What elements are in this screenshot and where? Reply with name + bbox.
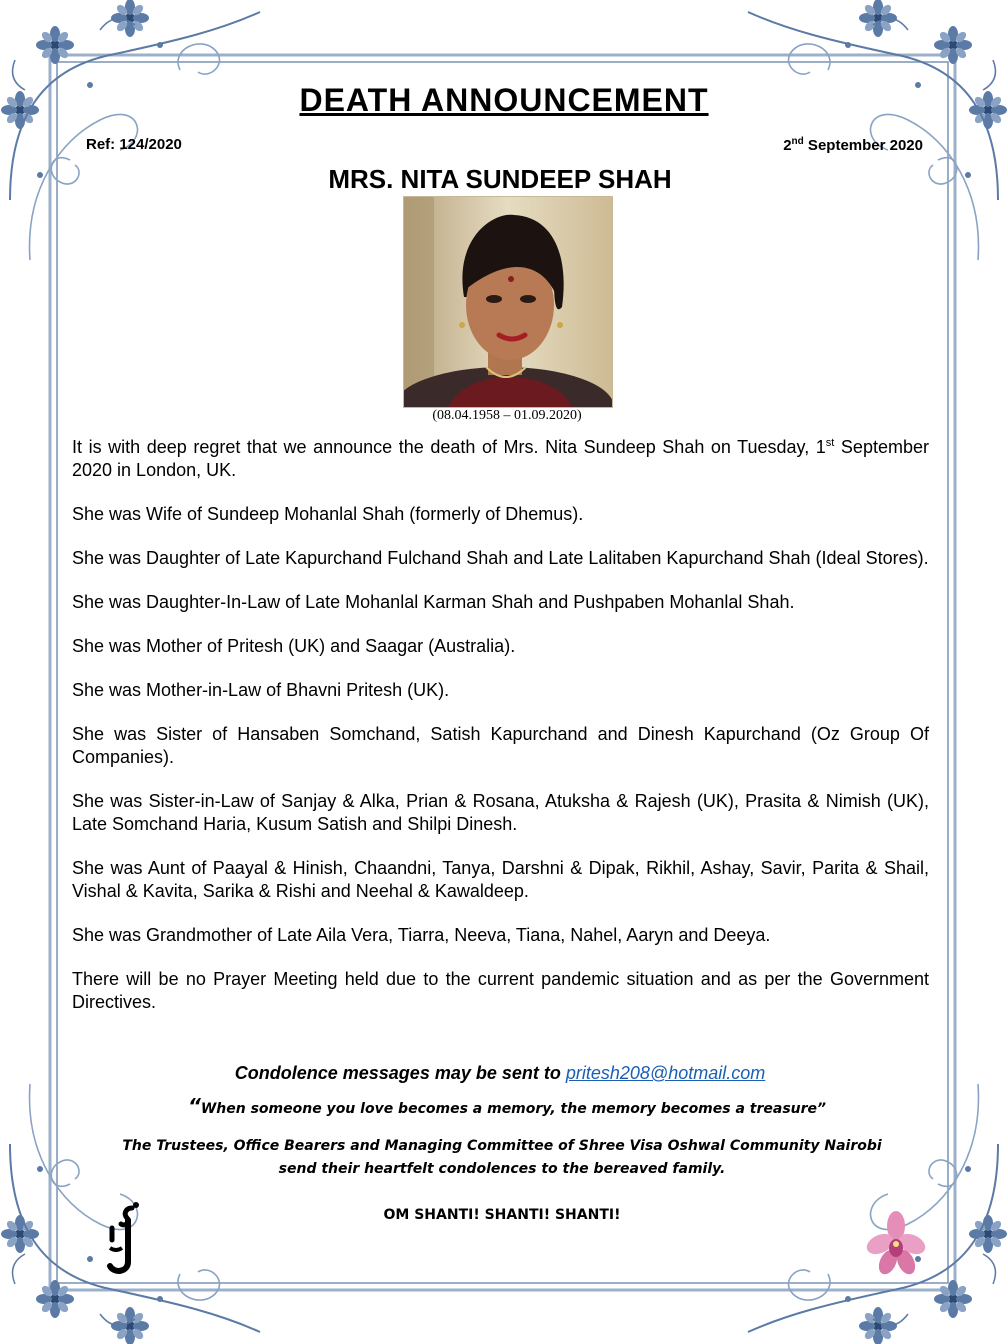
relation-paragraph: She was Sister of Hansaben Somchand, Satish Kapurchand and Dinesh Kapurchand (Oz Group Of Companies). <box>72 724 929 767</box>
relation-paragraph: She was Sister-in-Law of Sanjay & Alka, Prian & Rosana, Atuksha & Rajesh (UK), Prasita & Nimish (UK), Late Somchand Haria, Kusum Satish and Shilpi Dinesh. <box>72 791 929 834</box>
memorial-quote: “When someone you love becomes a memory, the memory becomes a treasure” <box>187 1094 827 1118</box>
relation-paragraph: She was Daughter of Late Kapurchand Fulchand Shah and Late Lalitaben Kapurchand Shah (Ideal Stores). <box>72 548 929 568</box>
deceased-name: MRS. NITA SUNDEEP SHAH <box>328 164 672 194</box>
relation-paragraph: She was Mother-in-Law of Bhavni Pritesh (UK). <box>72 680 450 700</box>
om-shanti-closing: OM SHANTI! SHANTI! SHANTI! <box>383 1207 621 1223</box>
prayer-meeting-notice: There will be no Prayer Meeting held due to the current pandemic situation and as per the Government Directives. <box>72 969 929 1012</box>
condolence-line: Condolence messages may be sent to pritesh208@hotmail.com <box>234 1063 766 1083</box>
announcement-date: 2nd September 2020 <box>783 136 923 154</box>
announcement-body <box>72 436 929 1035</box>
jain-symbol-icon <box>104 1200 144 1276</box>
relation-paragraph: She was Mother of Pritesh (UK) and Saagar (Australia). <box>72 636 516 656</box>
relation-paragraph: She was Daughter-In-Law of Late Mohanlal Karman Shah and Pushpaben Mohanlal Shah. <box>72 592 795 612</box>
orchid-flower-icon <box>866 1210 926 1276</box>
relation-paragraph: She was Aunt of Paayal & Hinish, Chaandni, Tanya, Darshni & Dipak, Rikhil, Ashay, Savir, Parita & Shail, Vishal & Kavita, Sarika & Rishi and Neehal & Kawaldeep. <box>72 858 929 901</box>
reference-number: Ref: 124/2020 <box>86 136 182 153</box>
intro-paragraph: It is with deep regret that we announce the death of Mrs. Nita Sundeep Shah on Tuesday, 1st September 2020 in London, UK. <box>72 437 929 480</box>
relation-paragraph: She was Grandmother of Late Aila Vera, Tiarra, Neeva, Tiana, Nahel, Aaryn and Deeya. <box>72 925 771 945</box>
page-title: DEATH ANNOUNCEMENT <box>299 82 709 118</box>
life-dates: (08.04.1958 – 01.09.2020) <box>432 408 582 423</box>
relation-paragraph: She was Wife of Sundeep Mohanlal Shah (formerly of Dhemus). <box>72 504 584 524</box>
trustees-message: The Trustees, Office Bearers and Managing Committee of Shree Visa Oshwal Community Nairobi send their heartfelt condolences to the bereaved family. <box>122 1138 882 1177</box>
portrait-photo <box>403 196 613 408</box>
condolence-email-link[interactable]: pritesh208@hotmail.com <box>565 1063 766 1083</box>
